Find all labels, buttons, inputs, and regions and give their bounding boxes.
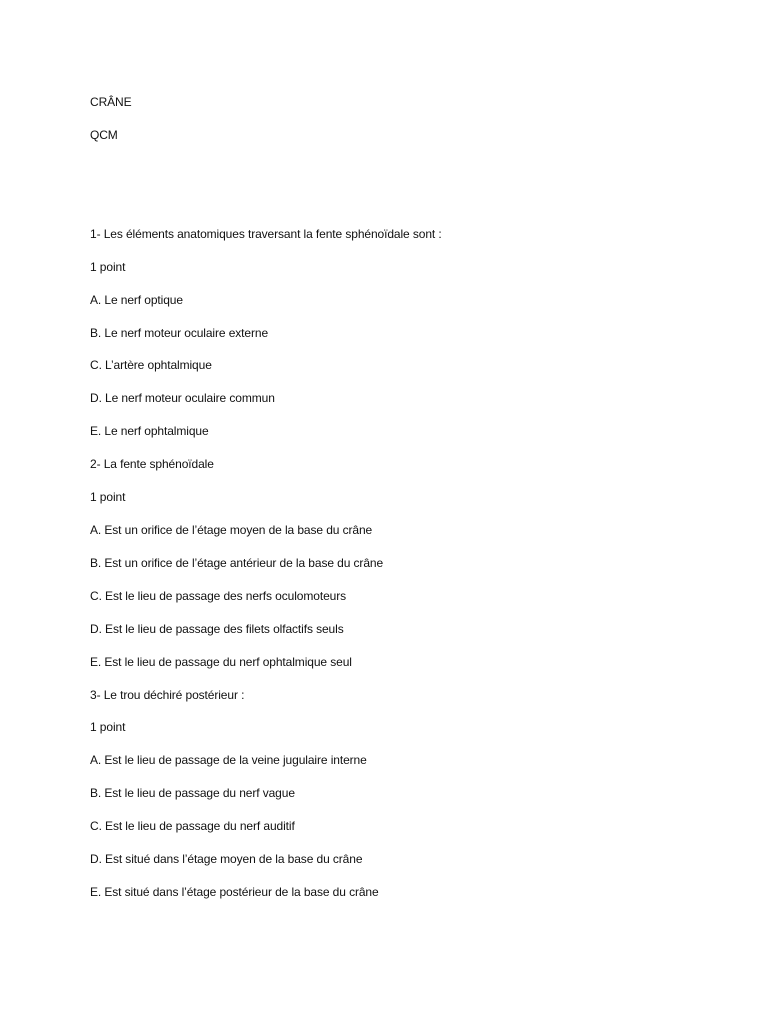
question-3-option-b: B. Est le lieu de passage du nerf vague [90,786,295,800]
question-2-text: 2- La fente sphénoïdale [90,457,214,471]
question-1-option-d: D. Le nerf moteur oculaire commun [90,391,275,405]
question-3-text: 3- Le trou déchiré postérieur : [90,688,245,702]
question-3-option-e: E. Est situé dans l’étage postérieur de la base du crâne [90,885,379,899]
question-2-option-b: B. Est un orifice de l’étage antérieur de la base du crâne [90,556,384,570]
question-1-option-b: B. Le nerf moteur oculaire externe [90,326,269,340]
question-2-option-d: D. Est le lieu de passage des filets olfactifs seuls [90,622,344,636]
question-1-text: 1- Les éléments anatomiques traversant la fente sphénoïdale sont : [90,227,442,241]
question-3-option-c: C. Est le lieu de passage du nerf auditif [90,819,295,833]
question-1-option-c: C. L’artère ophtalmique [90,358,212,372]
question-1-points: 1 point [90,260,126,274]
question-1-option-e: E. Le nerf ophtalmique [90,424,209,438]
question-2-option-e: E. Est le lieu de passage du nerf ophtalmique seul [90,655,352,669]
question-3-option-a: A. Est le lieu de passage de la veine jugulaire interne [90,753,367,767]
question-2-option-c: C. Est le lieu de passage des nerfs oculomoteurs [90,589,347,603]
question-3-option-d: D. Est situé dans l’étage moyen de la base du crâne [90,852,363,866]
document-subtitle: QCM [90,128,118,142]
question-2-points: 1 point [90,490,126,504]
question-3-points: 1 point [90,720,126,734]
question-1-option-a: A. Le nerf optique [90,293,183,307]
question-2-option-a: A. Est un orifice de l’étage moyen de la base du crâne [90,523,373,537]
document-title: CRÂNE [90,95,132,109]
